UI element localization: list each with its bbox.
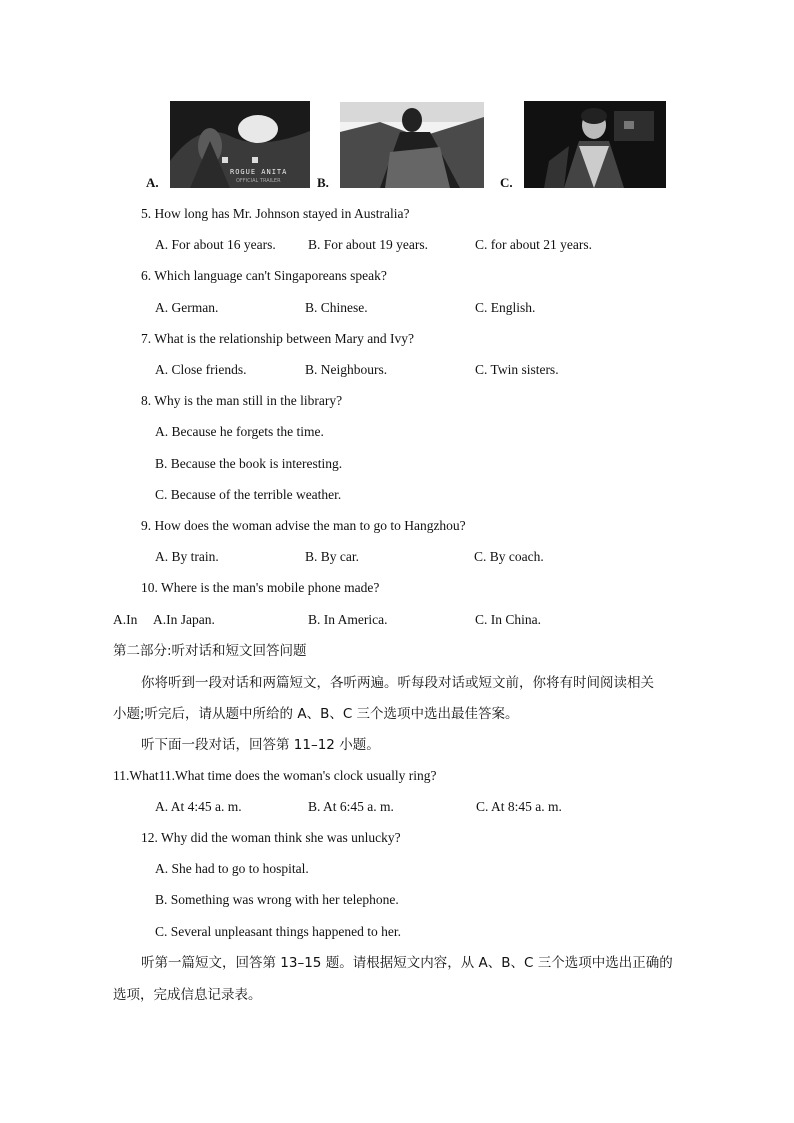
part2-intro-line2: 小题;听完后，请从题中所给的 A、B、C 三个选项中选出最佳答案。	[113, 706, 519, 722]
q6-option-a: A. German.	[155, 300, 219, 315]
q8-option-c: C. Because of the terrible weather.	[155, 487, 342, 502]
q10-option-b: B. In America.	[308, 612, 388, 627]
q9-option-b: B. By car.	[305, 549, 359, 564]
part2-intro-line1: 你将听到一段对话和两篇短文，各听两遍。听每段对话或短文前，你将有时间阅读相关	[141, 675, 654, 691]
q6-option-c: C. English.	[475, 300, 536, 315]
q12-option-a: A. She had to go to hospital.	[155, 861, 309, 876]
q12-option-b: B. Something was wrong with her telephone.	[155, 892, 399, 907]
q7-option-b: B. Neighbours.	[305, 362, 388, 377]
question-10: 10. Where is the man's mobile phone made?	[141, 580, 380, 595]
question-5: 5. How long has Mr. Johnson stayed in Australia?	[141, 206, 410, 221]
q11-option-c: C. At 8:45 a. m.	[476, 799, 562, 814]
photo-b-art	[340, 102, 484, 188]
q5-option-c: C. for about 21 years.	[475, 237, 592, 252]
passage-intro-line1: 听第一篇短文，回答第 13–15 题。请根据短文内容，从 A、B、C 三个选项中选出正确的	[141, 955, 673, 971]
passage-intro-line2: 选项，完成信息记录表。	[113, 987, 262, 1003]
q7-option-a: A. Close friends.	[155, 362, 247, 377]
photo-c-art	[524, 101, 666, 188]
part2-title: 第二部分:听对话和短文回答问题	[113, 643, 307, 659]
q10-stray-text: A.In	[113, 612, 138, 627]
q9-option-a: A. By train.	[155, 549, 219, 564]
q8-option-a: A. Because he forgets the time.	[155, 424, 324, 439]
q7-option-c: C. Twin sisters.	[475, 362, 559, 377]
q6-option-b: B. Chinese.	[305, 300, 368, 315]
q11-option-b: B. At 6:45 a. m.	[308, 799, 394, 814]
image-option-c-label: C.	[500, 175, 513, 190]
q5-option-a: A. For about 16 years.	[155, 237, 276, 252]
q11-option-a: A. At 4:45 a. m.	[155, 799, 242, 814]
question-8: 8. Why is the man still in the library?	[141, 393, 343, 408]
q8-option-b: B. Because the book is interesting.	[155, 456, 343, 471]
image-option-a	[170, 101, 310, 188]
question-12: 12. Why did the woman think she was unlucky?	[141, 830, 401, 845]
q12-option-c: C. Several unpleasant things happened to her.	[155, 924, 401, 939]
question-6: 6. Which language can't Singaporeans speak?	[141, 268, 387, 283]
question-9: 9. How does the woman advise the man to go to Hangzhou?	[141, 518, 466, 533]
image-option-b-label: B.	[317, 175, 329, 190]
photo-a-caption: ROGUE ANITA	[230, 168, 288, 176]
question-11: 11.What11.What time does the woman's clock usually ring?	[113, 768, 437, 783]
q9-option-c: C. By coach.	[474, 549, 544, 564]
q10-option-c: C. In China.	[475, 612, 541, 627]
image-option-c	[524, 101, 666, 188]
dialog-intro: 听下面一段对话，回答第 11–12 小题。	[141, 737, 380, 753]
photo-a-subcaption: OFFICIAL TRAILER	[236, 178, 281, 184]
q10-option-a: A.In Japan.	[153, 612, 215, 627]
q5-option-b: B. For about 19 years.	[308, 237, 428, 252]
question-7: 7. What is the relationship between Mary and Ivy?	[141, 331, 415, 346]
image-option-a-label: A.	[146, 175, 159, 190]
image-option-b	[340, 102, 484, 188]
